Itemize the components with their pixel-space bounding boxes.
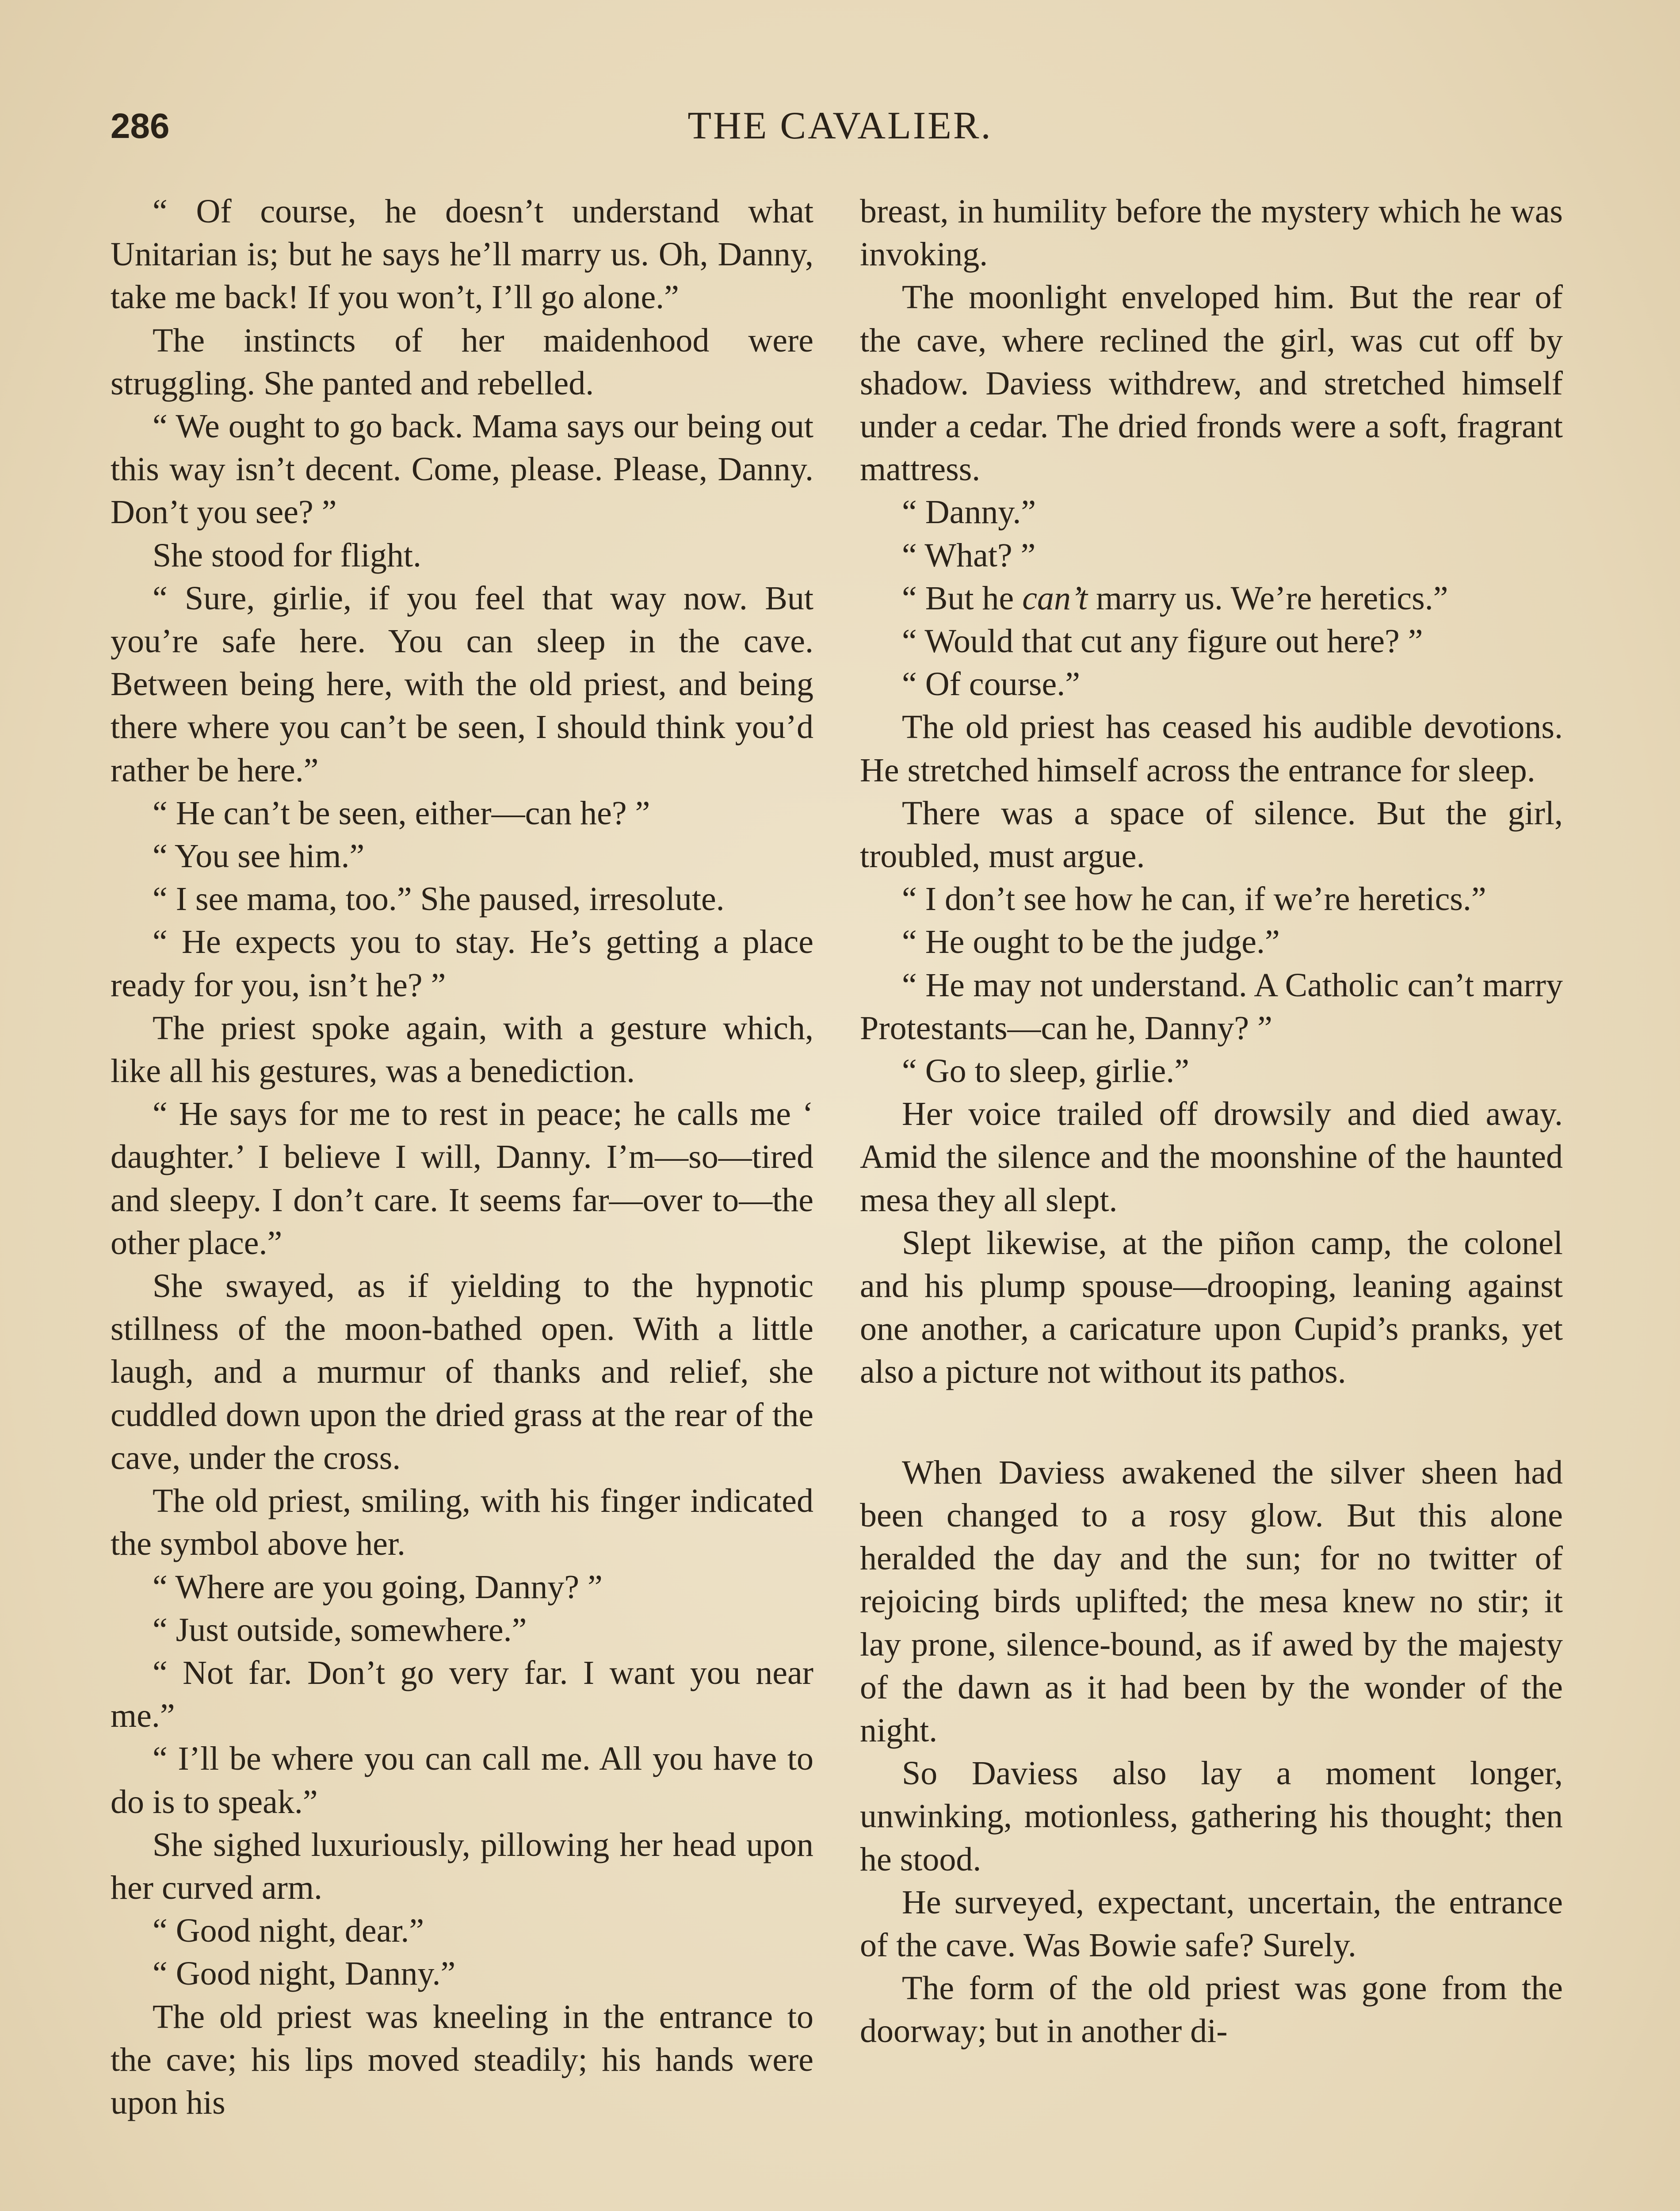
paragraph: The old priest has ceased his audible devotions. He stretched himself across the entrance for sleep. [860, 708, 1563, 789]
paragraph: “ Danny.” [902, 493, 1036, 531]
paragraph: “ Go to sleep, girlie.” [902, 1052, 1190, 1090]
paragraph: She sighed luxuriously, pillowing her head upon her curved arm. [111, 1826, 813, 1906]
paragraph: “ Where are you going, Danny? ” [153, 1568, 603, 1606]
paragraph: She stood for flight. [153, 536, 421, 574]
paragraph: “ Sure, girlie, if you feel that way now. But you’re safe here. You can sleep in the cave. Between being here, with the old priest, and being there where you can’t be seen, I should think you’d rather be here.” [111, 579, 813, 789]
paragraph: When Daviess awakened the silver sheen had been changed to a rosy glow. But this alone heralded the day and the sun; for no twitter of rejoicing birds uplifted; the mesa knew no stir; it lay prone, silence-bound, as if awed by the majesty of the dawn as it had been by the wonder of the night. [860, 1454, 1563, 1749]
paragraph: “ Of course.” [902, 666, 1081, 703]
running-title: THE CAVALIER. [687, 104, 993, 147]
paragraph: “ Good night, dear.” [153, 1912, 424, 1950]
paragraph: “ He says for me to rest in peace; he calls me ‘ daughter.’ I believe I will, Danny. I’m—so—tired and sleepy. I don’t care. It seems far—over to—the other place.” [111, 1095, 813, 1262]
paragraph: The instincts of her maidenhood were struggling. She panted and rebelled. [111, 321, 813, 402]
paragraph: “ Of course, he doesn’t understand what Unitarian is; but he says he’ll marry us. Oh, Danny, take me back! If you won’t, I’ll go alone.” [111, 193, 813, 316]
paragraph: Her voice trailed off drowsily and died away. Amid the silence and the moonshine of the haunted mesa they all slept. [860, 1095, 1563, 1219]
paragraph-continued: breast, in humility before the mystery which he was invoking. [860, 193, 1563, 273]
paragraph: There was a space of silence. But the girl, troubled, must argue. [860, 794, 1563, 875]
right-column [860, 190, 1563, 2053]
paragraph: “ We ought to go back. Mama says our being out this way isn’t decent. Come, please. Please, Danny. Don’t you see? ” [111, 408, 813, 531]
paragraph: “ Just outside, somewhere.” [153, 1611, 527, 1649]
paragraph: “ I don’t see how he can, if we’re heretics.” [902, 880, 1486, 918]
paragraph: The old priest was kneeling in the entrance to the cave; his lips moved steadily; his hands were upon his [111, 1998, 813, 2121]
paragraph: Slept likewise, at the piñon camp, the colonel and his plump spouse—drooping, leaning against one another, a caricature upon Cupid’s pranks, yet also a picture not without its pathos. [860, 1224, 1563, 1391]
paragraph: “ I’ll be where you can call me. All you have to do is to speak.” [111, 1740, 813, 1821]
left-column [111, 190, 813, 2124]
paragraph: The form of the old priest was gone from the doorway; but in another di- [860, 1970, 1563, 2050]
paragraph: She swayed, as if yielding to the hypnotic stillness of the moon-bathed open. With a little laugh, and a murmur of thanks and relief, she cuddled down upon the dried grass at the rear of the cave, under the cross. [111, 1267, 813, 1477]
paragraph: “ Would that cut any figure out here? ” [902, 623, 1423, 660]
paragraph: “ I see mama, too.” She paused, irresolute. [153, 880, 725, 918]
paragraph [860, 577, 1563, 620]
paragraph: The priest spoke again, with a gesture which, like all his gestures, was a benediction. [111, 1009, 813, 1090]
paragraph: “ He may not understand. A Catholic can’t marry Protestants—can he, Danny? ” [860, 966, 1563, 1047]
paragraph: “ He ought to be the judge.” [902, 923, 1280, 961]
paragraph: “ You see him.” [153, 838, 365, 875]
section-break [860, 1394, 1563, 1451]
paragraph: He surveyed, expectant, uncertain, the entrance of the cave. Was Bowie safe? Surely. [860, 1883, 1563, 1964]
paragraph: “ He can’t be seen, either—can he? ” [153, 794, 650, 832]
page-header [111, 102, 1569, 155]
paragraph: So Daviess also lay a moment longer, unwinking, motionless, gathering his thought; then he stood. [860, 1755, 1563, 1878]
paragraph: The moonlight enveloped him. But the rear of the cave, where reclined the girl, was cut off by shadow. Daviess withdrew, and stretched himself under a cedar. The dried fronds were a soft, fragrant mattress. [860, 279, 1563, 488]
paragraph: The old priest, smiling, with his finger indicated the symbol above her. [111, 1482, 813, 1563]
paragraph: “ Not far. Don’t go very far. I want you near me.” [111, 1654, 813, 1735]
paragraph: “ What? ” [902, 536, 1036, 574]
paragraph: “ Good night, Danny.” [153, 1955, 456, 1993]
paragraph: “ He expects you to stay. He’s getting a place ready for you, isn’t he? ” [111, 923, 813, 1004]
text-run: “ But he [902, 579, 1023, 617]
page-number: 286 [111, 106, 170, 145]
text-run: marry us. We’re heretics.” [1088, 579, 1448, 617]
emphasized-word: can’t [1022, 579, 1088, 617]
